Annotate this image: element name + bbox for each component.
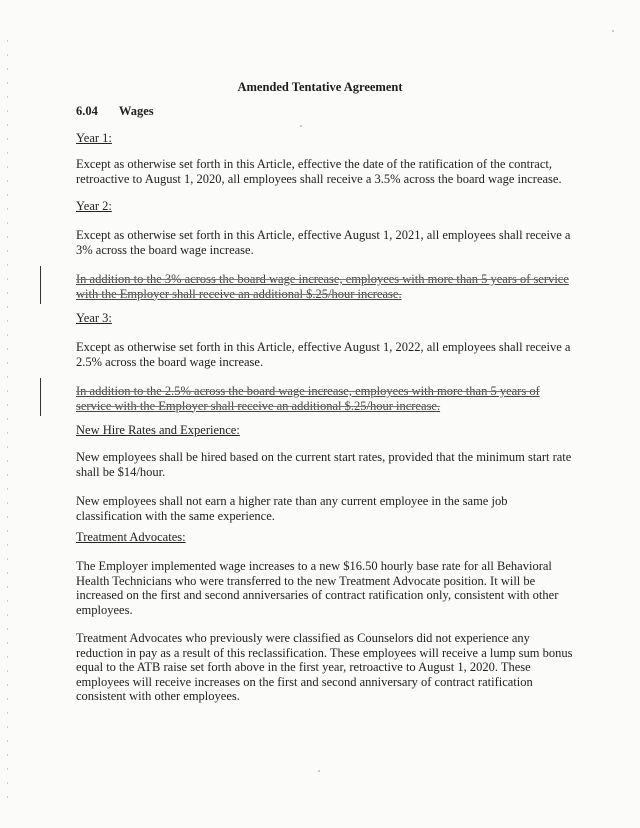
revision-margin-bar bbox=[40, 266, 41, 304]
year1-paragraph: Except as otherwise set forth in this Article, effective the date of the ratification of the contract, retroactive to August 1, 2020, all employees shall receive a 3.5% across the board wage increase. bbox=[76, 157, 562, 186]
year2-amendment-text: In addition to the 3% across the board wage increase, employees with more than 5 years of service with the Employer shall receive an additional $.25/hour increase. bbox=[76, 272, 569, 301]
document-title: Amended Tentative Agreement bbox=[237, 80, 403, 94]
year3-paragraph: Except as otherwise set forth in this Article, effective August 1, 2022, all employees shall receive a 2.5% across the board wage increase. bbox=[76, 340, 571, 369]
scan-speck bbox=[612, 30, 614, 32]
new-hire-paragraph-1: New employees shall be hired based on the current start rates, provided that the minimum start rate shall be $14/hour. bbox=[76, 450, 572, 479]
year2-amendment bbox=[76, 272, 576, 301]
year2-paragraph: Except as otherwise set forth in this Article, effective August 1, 2021, all employees shall receive a 3% across the board wage increase. bbox=[76, 228, 571, 257]
revision-margin-bar bbox=[40, 378, 41, 416]
section-title: Wages bbox=[118, 104, 154, 118]
section-number: 6.04 bbox=[76, 104, 98, 118]
year2-heading: Year 2: bbox=[76, 199, 112, 213]
treatment-advocates-heading: Treatment Advocates: bbox=[76, 530, 186, 544]
year3-amendment bbox=[76, 384, 576, 413]
section-heading bbox=[76, 104, 154, 119]
scan-speck bbox=[318, 770, 320, 772]
year1-heading: Year 1: bbox=[76, 131, 112, 145]
treatment-advocates-paragraph-1: The Employer implemented wage increases to a new $16.50 hourly base rate for all Behavioral Health Technicians who were transferred to the new Treatment Advocate position. It will be increased on the first and second anniversaries of contract ratification only, consistent with other employees. bbox=[76, 559, 559, 617]
new-hire-paragraph-2: New employees shall not earn a higher rate than any current employee in the same job classification with the same experience. bbox=[76, 494, 508, 523]
year3-heading: Year 3: bbox=[76, 311, 112, 325]
scan-edge-marks bbox=[7, 40, 8, 800]
new-hire-heading: New Hire Rates and Experience: bbox=[76, 423, 240, 437]
treatment-advocates-paragraph-2: Treatment Advocates who previously were classified as Counselors did not experience any reduction in pay as a result of this reclassification. These employees will receive a lump sum bonus equal to the ATB raise set forth above in the first year, retroactive to August 1, 2020. These employees will receive increases on the first and second anniversary of contract ratification consistent with other employees. bbox=[76, 631, 573, 703]
scan-speck bbox=[300, 125, 302, 127]
year3-amendment-text: In addition to the 2.5% across the board wage increase, employees with more than 5 years of service with the Employer shall receive an additional $.25/hour increase. bbox=[76, 384, 540, 413]
